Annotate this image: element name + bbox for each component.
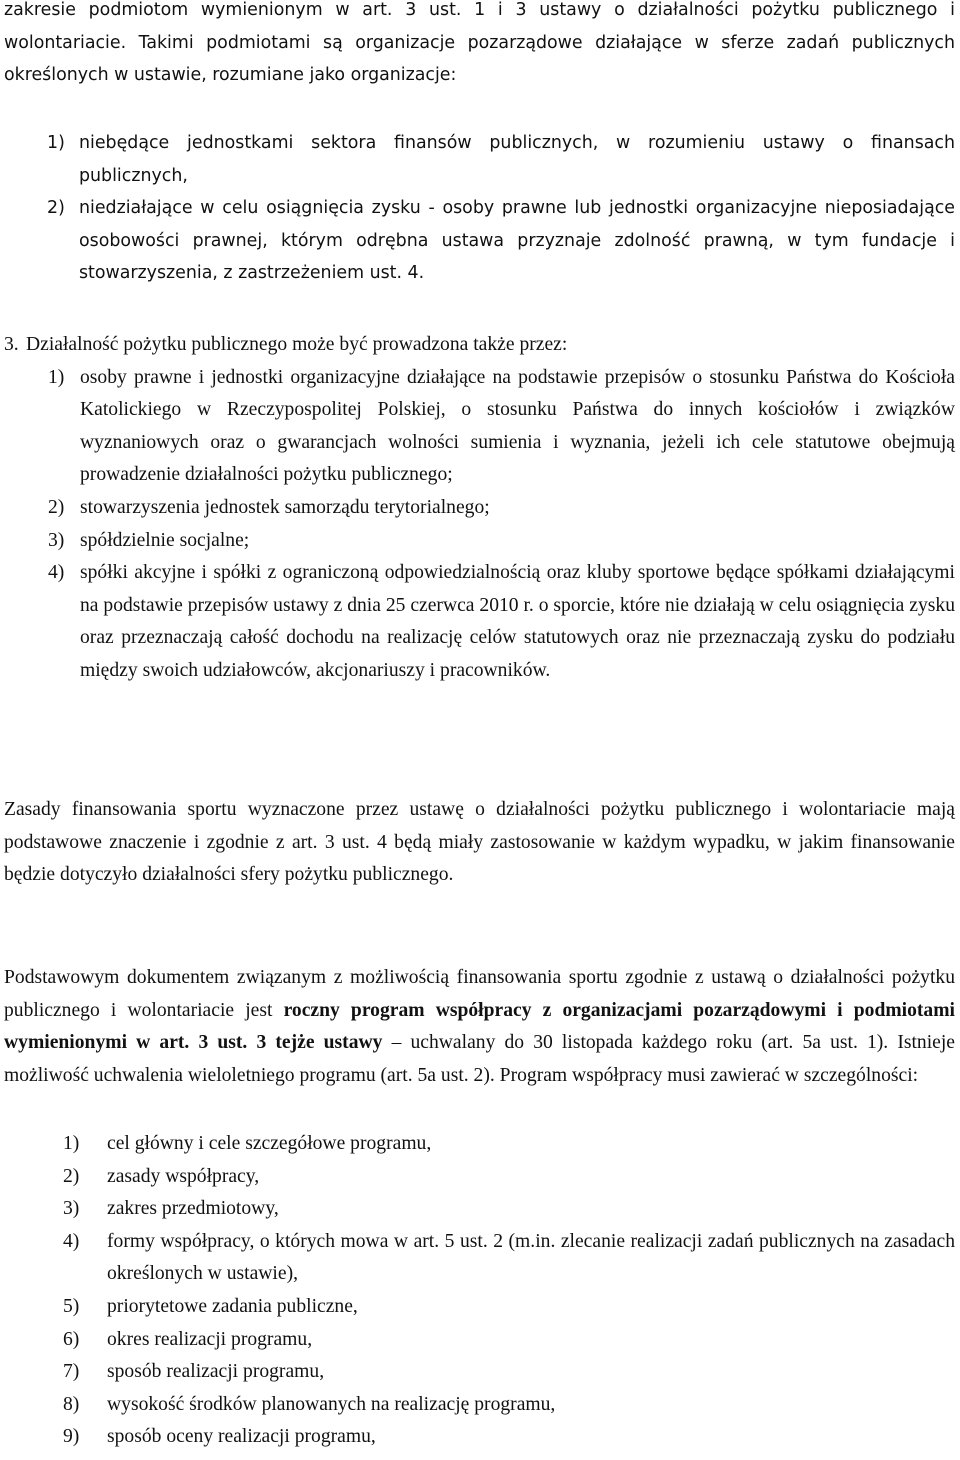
list-item-number: 3) xyxy=(63,1198,80,1220)
section-lead-text: Działalność pożytku publicznego może być prowadzona także przez: xyxy=(26,334,568,355)
list-item xyxy=(4,1356,955,1389)
list-item xyxy=(4,1128,955,1161)
list-item-number: 1) xyxy=(47,133,65,153)
section-3-list xyxy=(4,362,955,688)
list-item-text: zasady współpracy, xyxy=(107,1165,260,1187)
list-item xyxy=(4,1389,955,1422)
list-item-number: 4) xyxy=(63,1230,80,1252)
list-item xyxy=(4,127,955,192)
list-item-number: 1) xyxy=(48,366,65,388)
program-contents-list xyxy=(4,1128,955,1454)
list-item-number: 1) xyxy=(63,1133,80,1154)
list-item xyxy=(4,1226,955,1291)
list-item xyxy=(4,1161,955,1194)
list-item-text: stowarzyszenia jednostek samorządu terytorialnego; xyxy=(80,496,490,518)
program-paragraph-emphasis: roczny program współpracy z organizacjami pozarządowymi i podmiotami wymienionymi w art. 3 ust. 3 tejże ustawy xyxy=(4,999,955,1054)
list-item xyxy=(4,525,955,558)
list-item xyxy=(4,362,955,492)
list-item-text: niebędące jednostkami sektora finansów publicznych, w rozumieniu ustawy o finansach publicznych, xyxy=(79,133,955,186)
list-item-text: sposób oceny realizacji programu, xyxy=(107,1426,376,1448)
list-item xyxy=(4,1193,955,1226)
list-item-number: 6) xyxy=(63,1328,80,1350)
list-item-number: 2) xyxy=(63,1165,80,1187)
list-item-text: okres realizacji programu, xyxy=(107,1328,313,1350)
ngo-definition-list xyxy=(4,127,955,290)
list-item xyxy=(4,1421,955,1454)
program-paragraph xyxy=(4,962,955,1092)
list-item xyxy=(4,1324,955,1357)
intro-paragraph: zakresie podmiotom wymienionym w art. 3 ust. 1 i 3 ustawy o działalności pożytku publicznego i wolontariacie. Takimi podmiotami są organizacje pozarządowe działające w sferze zadań publicznych określonych w ustawie, rozumiane jako organizacje: xyxy=(4,0,955,86)
list-item-number: 8) xyxy=(63,1393,80,1415)
list-item-text: sposób realizacji programu, xyxy=(107,1361,325,1383)
list-item xyxy=(4,557,955,687)
list-item-text: spółdzielnie socjalne; xyxy=(80,529,250,551)
list-item-text: niedziałające w celu osiągnięcia zysku - osoby prawne lub jednostki organizacyjne nieposiadające osobowości prawnej, którym odrębna ustawa przyznaje zdolność prawną, w tym fundacje i stowarzyszenia, z zastrzeżeniem ust. 4. xyxy=(79,198,955,284)
list-item-text: priorytetowe zadania publiczne, xyxy=(107,1295,358,1317)
list-item-text: formy współpracy, o których mowa w art. 5 ust. 2 (m.in. zlecanie realizacji zadań publicznych na zasadach określonych w ustawie), xyxy=(107,1230,955,1285)
list-item-text: wysokość środków planowanych na realizację programu, xyxy=(107,1393,556,1415)
section-3 xyxy=(4,329,955,688)
section-number: 3. xyxy=(4,334,19,355)
financing-paragraph: Zasady finansowania sportu wyznaczone przez ustawę o działalności pożytku publicznego i wolontariacie mają podstawowe znaczenie i zgodnie z art. 3 ust. 4 będą miały zastosowanie w każdym wypadku, w jakim finansowanie będzie dotyczyło działalności sfery pożytku publicznego. xyxy=(4,799,955,886)
list-item-number: 2) xyxy=(47,198,65,219)
list-item-text: zakres przedmiotowy, xyxy=(107,1198,279,1220)
list-item-number: 3) xyxy=(48,529,65,551)
list-item-text: cel główny i cele szczegółowe programu, xyxy=(107,1133,432,1154)
program-paragraph-tail: – uchwalany do 30 listopada każdego roku (art. 5a ust. 1). Istnieje możliwość uchwalenia wieloletniego programu (art. 5a ust. 2). Program współpracy musi zawierać w szczególności: xyxy=(4,1032,955,1086)
list-item xyxy=(4,1291,955,1324)
program-paragraph-lead: Podstawowym dokumentem związanym z możliwością finansowania sportu zgodnie z ustawą o działalności pożytku publicznego i wolontariacie jest xyxy=(4,967,955,1021)
list-item-number: 2) xyxy=(48,496,65,518)
list-item xyxy=(4,192,955,290)
list-item-text: osoby prawne i jednostki organizacyjne działające na podstawie przepisów o stosunku Państwa do Kościoła Katolickiego w Rzeczypospolitej Polskiej, o stosunku Państwa do innych kościołów i związków wyznaniowych oraz o gwarancjach wolności sumienia i wyznania, jeżeli ich cele statutowe obejmują prowadzenie działalności pożytku publicznego; xyxy=(80,366,955,486)
list-item-number: 7) xyxy=(63,1361,80,1383)
section-3-lead xyxy=(4,329,955,362)
list-item xyxy=(4,492,955,525)
list-item-number: 9) xyxy=(63,1426,80,1448)
list-item-text: spółki akcyjne i spółki z ograniczoną odpowiedzialnością oraz kluby sportowe będące spółkami działającymi na podstawie przepisów ustawy z dnia 25 czerwca 2010 r. o sporcie, które nie działają w celu osiągnięcia zysku oraz przeznaczają całość dochodu na realizację celów statutowych oraz nie przeznaczają zysku do podziału między swoich udziałowców, akcjonariuszy i pracowników. xyxy=(80,562,955,681)
list-item-number: 4) xyxy=(48,562,65,584)
list-item-number: 5) xyxy=(63,1295,80,1317)
